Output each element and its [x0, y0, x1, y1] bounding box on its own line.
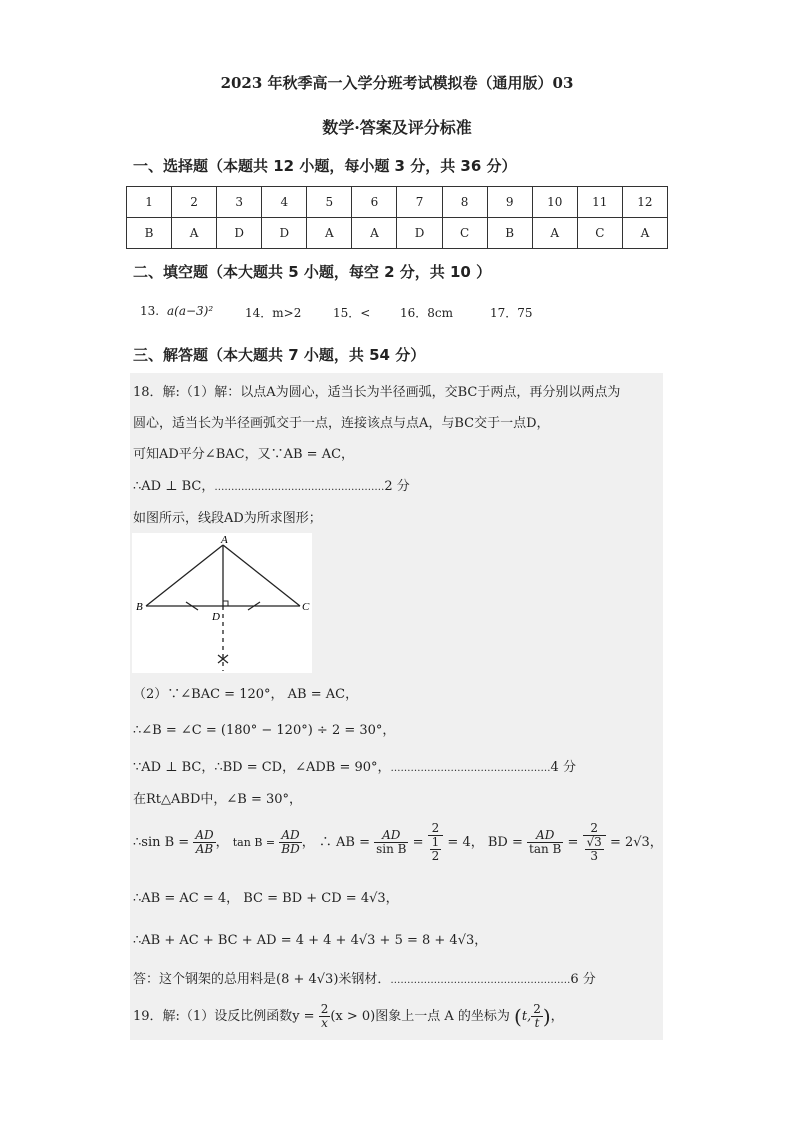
- question-number: 6: [352, 187, 397, 218]
- score-leader: ……………………………………………: [214, 482, 385, 493]
- triangle-figure: [132, 533, 312, 673]
- numerator: 2: [428, 822, 444, 836]
- document-title: 2023 年秋季高一入学分班考试模拟卷（通用版）03: [220, 74, 574, 92]
- score-leader: …………………………………………: [390, 763, 551, 774]
- section3-heading: 三、解答题（本大题共 7 小题，共 54 分）: [133, 346, 426, 364]
- fill-item-14: 14．m>2: [245, 306, 302, 320]
- solution-line: 在Rt△ABD中，∠B = 30°，: [133, 792, 303, 807]
- answer-letter: D: [217, 218, 262, 249]
- section1-heading: 一、选择题（本题共 12 小题，每小题 3 分，共 36 分）: [133, 157, 517, 175]
- denominator-frac: [428, 836, 444, 863]
- numerator: AD: [195, 828, 214, 842]
- denominator: BD: [281, 842, 300, 856]
- answer-table: [126, 186, 668, 249]
- solution-line-19: 19．解:（1）设反比例函数y = $\frac{2}{x}$ (x > 0)图象上一点 A 的坐标为 (t, $\frac{2}{t}$ )，: [133, 1002, 564, 1030]
- answer-letter: A: [172, 218, 217, 249]
- label-d: D: [212, 611, 220, 623]
- paren-close: ): [542, 1004, 551, 1029]
- solution-line: 可知AD平分∠BAC，又∵AB = AC，: [133, 447, 355, 462]
- denominator: 3: [590, 849, 598, 863]
- solution-line: ∴∠B = ∠C = (180° − 120°) ÷ 2 = 30°，: [133, 723, 396, 738]
- question-number: 10: [532, 187, 577, 218]
- paren-open: (: [514, 1004, 522, 1029]
- statement: 答：这个钢架的总用料是(8 + 4√3)米钢材．: [133, 972, 391, 987]
- answer-letter: A: [352, 218, 397, 249]
- numerator: 2: [320, 1002, 329, 1016]
- statement: ∵AD ⊥ BC，∴BD = CD，∠ADB = 90°，: [133, 760, 391, 775]
- answer-letter: C: [577, 218, 622, 249]
- denominator: t: [534, 1016, 540, 1030]
- bd-label: BD =: [487, 835, 523, 850]
- solution-line: （2）∵∠BAC = 120°， AB = AC，: [133, 687, 359, 702]
- section2-heading: 二、填空题（本大题共 5 小题，每空 2 分，共 10 ）: [133, 263, 492, 281]
- solution-line: 圆心，适当长为半径画弧交于一点，连接该点与点A，与BC交于一点D，: [133, 416, 550, 431]
- solution-line-fractions: ∴sin B = $\frac{AD}{AB}$ ， tan B = $\frac{AD}{BD}$ ， ∴ AB = $\frac{AD}{\text{sin B}}$ = $\frac{2}{\frac{1}{2}}$ = 4， BD = $\frac{AD}{\text{tan B}}$ = $\frac{2}{\frac{√3}{3}}$ = 2√3，: [133, 821, 663, 863]
- fraction-ad-ab: [193, 829, 215, 856]
- fraction-ad-tanb: [527, 829, 563, 856]
- question-number: 5: [307, 187, 352, 218]
- question-number: 1: [127, 187, 172, 218]
- fill-item-13-number: 13.: [140, 304, 160, 318]
- score: 2 分: [384, 479, 410, 494]
- denominator-frac: [583, 836, 606, 863]
- answer-letter: A: [622, 218, 667, 249]
- answer-number-row: [127, 187, 668, 218]
- fill-item-16: 16．8cm: [400, 306, 454, 320]
- numerator: 2: [533, 1002, 541, 1016]
- statement: ∴AD ⊥ BC，: [133, 479, 215, 494]
- numerator: √3: [586, 835, 602, 849]
- fraction-2-t: [531, 1003, 543, 1030]
- tan-b-label: tan B =: [232, 836, 276, 849]
- score-leader: ………………………………………………: [390, 975, 571, 986]
- answer-letter: D: [397, 218, 442, 249]
- solution-line: ∴AB + AC + BC + AD = 4 + 4 + 4√3 + 5 = 8 + 4√3，: [133, 933, 488, 948]
- denominator: sin B: [376, 842, 407, 856]
- score: 6 分: [570, 972, 596, 987]
- question-number: 7: [397, 187, 442, 218]
- question-number: 2: [172, 187, 217, 218]
- question-number: 4: [262, 187, 307, 218]
- denominator: AB: [195, 842, 214, 856]
- document-subtitle: 数学·答案及评分标准: [322, 118, 472, 137]
- answer-letter: D: [262, 218, 307, 249]
- coord-t: t,: [521, 1009, 532, 1024]
- numerator: AD: [527, 829, 563, 843]
- answer-letter: C: [442, 218, 487, 249]
- fraction-ad-bd: [279, 829, 301, 856]
- label-b: B: [136, 601, 143, 613]
- ab-label: ∴ AB =: [318, 835, 370, 850]
- solution-line: ∴AB = AC = 4， BC = BD + CD = 4√3，: [133, 891, 399, 906]
- question-number: 3: [217, 187, 262, 218]
- statement: 19．解:（1）设反比例函数y =: [133, 1009, 315, 1024]
- solution-line: [133, 475, 410, 494]
- bd-result: = 2√3，: [609, 835, 663, 850]
- answer-letter: A: [532, 218, 577, 249]
- numerator: AD: [279, 829, 301, 843]
- denominator: 2: [431, 849, 440, 863]
- fraction-root3-3: [585, 836, 604, 863]
- fill-item-17: 17．75: [490, 306, 533, 320]
- denominator: x: [321, 1016, 328, 1030]
- sin-b-label: ∴sin B =: [133, 835, 190, 850]
- ab-result: = 4，: [447, 835, 484, 850]
- score: 4 分: [550, 760, 576, 775]
- figure-background: [132, 533, 312, 673]
- question-number: 8: [442, 187, 487, 218]
- numerator: 2: [583, 822, 606, 836]
- fraction-2-x: [319, 1003, 331, 1030]
- solution-line: 如图所示，线段AD为所求图形；: [133, 511, 322, 526]
- numerator: AD: [374, 829, 408, 843]
- solution-line: [133, 968, 596, 987]
- question-number: 11: [577, 187, 622, 218]
- answer-letter-row: [127, 218, 668, 249]
- question-number: 9: [487, 187, 532, 218]
- solution-line: [133, 756, 576, 775]
- label-a: A: [221, 534, 228, 546]
- answer-letter: A: [307, 218, 352, 249]
- solution-line: 18．解:（1）解：以点A为圆心，适当长为半径画弧，交BC于两点，再分别以两点为: [133, 385, 621, 400]
- numerator: 1: [431, 835, 440, 849]
- denominator: tan B: [529, 842, 562, 856]
- answer-letter: B: [487, 218, 532, 249]
- label-c: C: [302, 601, 310, 613]
- fraction-ad-sinb: [374, 829, 408, 856]
- fill-item-15: 15．<: [333, 306, 371, 320]
- statement: (x > 0)图象上一点 A 的坐标为: [330, 1009, 510, 1024]
- fraction-2-root3-3: [583, 822, 606, 863]
- fraction-2-half: [428, 822, 444, 863]
- answer-letter: B: [127, 218, 172, 249]
- fraction-one-two: [430, 836, 442, 863]
- fill-item-13-answer: a(a−3)²: [167, 304, 214, 318]
- question-number: 12: [622, 187, 667, 218]
